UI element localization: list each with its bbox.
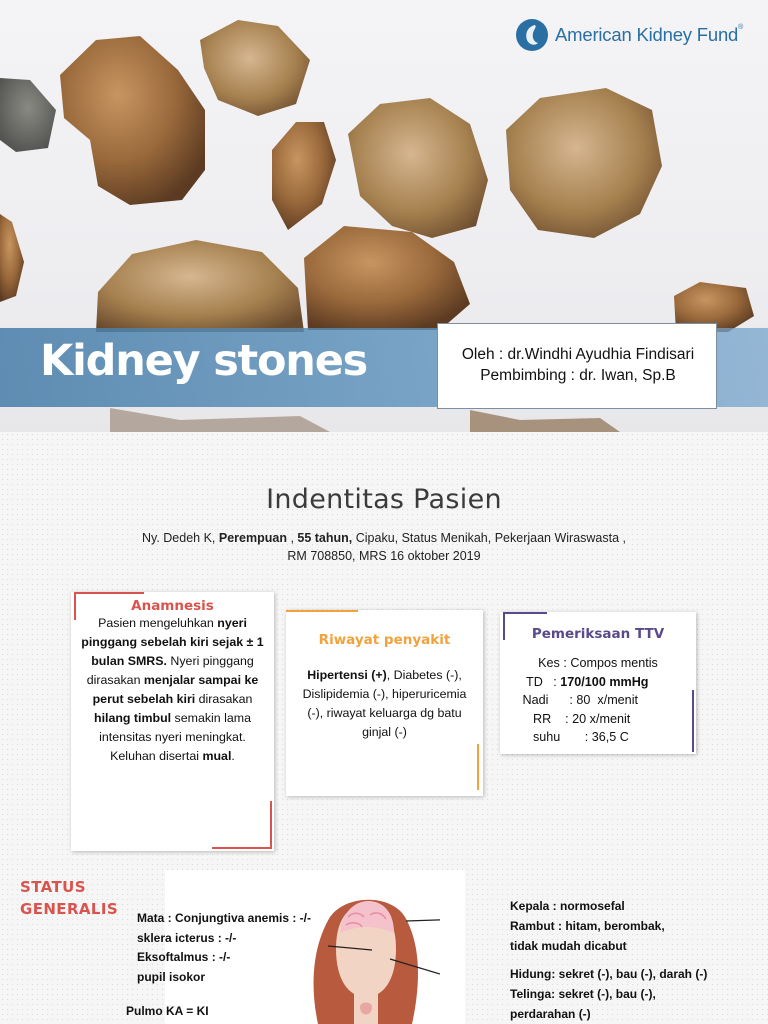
card-accent (503, 612, 505, 640)
patient-age: 55 tahun, (297, 531, 353, 545)
finding-eksoftalmus: Eksoftalmus : -/- (137, 950, 231, 964)
patient-identity-slide (0, 432, 768, 1024)
ttv-nadi: Nadi : 80 x/menit (512, 693, 638, 707)
card-accent (286, 610, 358, 612)
presenter-author: Oleh : dr.Windhi Ayudhia Findisari (461, 346, 695, 363)
patient-details: Cipaku, Status Menikah, Pekerjaan Wiraswasta , (352, 531, 626, 545)
riwayat-penyakit-card (286, 610, 483, 796)
card-accent (503, 612, 547, 614)
section-title: Indentitas Pasien (266, 484, 502, 515)
presenter-supervisor: Pembimbing : dr. Iwan, Sp.B (480, 367, 676, 384)
separator-text: , (286, 531, 298, 545)
finding-sklera: sklera icterus : -/- (137, 930, 237, 945)
card-accent (692, 690, 694, 752)
status-left-findings (137, 909, 311, 987)
brand-name: American Kidney Fund (555, 24, 739, 45)
title-slide (0, 0, 768, 432)
finding-pulmo: Pulmo KA = KI (126, 1004, 209, 1018)
finding-telinga-cont: perdarahan (-) (510, 1007, 591, 1021)
ttv-td: TD : 170/100 mmHg (526, 674, 649, 689)
finding-telinga: Telinga: sekret (-), bau (-), (510, 987, 656, 1001)
patient-record: RM 708850, MRS 16 oktober 2019 (287, 549, 481, 563)
presenter-box (437, 323, 717, 409)
pemeriksaan-ttv-card (500, 612, 696, 754)
card-accent (74, 592, 76, 620)
status-generalis-title: STATUS GENERALIS (20, 878, 119, 918)
kidney-logo-icon (515, 18, 549, 52)
american-kidney-fund-logo (515, 17, 743, 53)
ttv-suhu: suhu : 36,5 C (512, 730, 629, 744)
anamnesis-card (71, 592, 274, 851)
anamnesis-text: Pasien mengeluhkan nyeri pinggang sebelah kiri sejak ± 1 bulan SMRS. Nyeri pinggang dirasakan menjalar sampai ke perut sebelah kiri dirasakan hilang timbul semakin lama intensitas nyeri meningkat. Keluhan disertai mual. (81, 616, 264, 763)
slide-title: Kidney stones (40, 336, 368, 386)
status-right-findings (510, 896, 707, 1024)
card-accent (477, 744, 479, 790)
patient-gender: Perempuan (218, 531, 287, 545)
ttv-rr: RR : 20 x/menit (512, 711, 631, 726)
finding-hidung: Hidung: sekret (-), bau (-), darah (-) (510, 967, 708, 981)
finding-rambut-cont: tidak mudah dicabut (510, 939, 627, 953)
card-accent (270, 801, 272, 849)
patient-name: Ny. Dedeh K, (141, 531, 219, 545)
ttv-title: Pemeriksaan TTV (531, 626, 665, 642)
finding-pupil: pupil isokor (137, 969, 206, 984)
anamnesis-title: Anamnesis (131, 598, 214, 614)
card-accent (74, 592, 144, 594)
ttv-kes: Kes : Compos mentis (538, 656, 658, 670)
finding-mata: Mata : Conjungtiva anemis : -/- (137, 911, 312, 925)
registered-mark: ® (738, 24, 744, 31)
human-head-illustration (290, 887, 440, 1024)
riwayat-title: Riwayat penyakit (318, 632, 451, 648)
finding-kepala: Kepala : normosefal (510, 899, 625, 913)
ttv-values (506, 654, 690, 747)
riwayat-text: Hipertensi (+), Diabetes (-), Dislipidemia (-), hiperuricemia (-), riwayat keluarga dg batu ginjal (-) (302, 668, 467, 739)
patient-identity-text (140, 529, 628, 565)
finding-rambut: Rambut : hitam, berombak, (510, 919, 665, 933)
card-accent (212, 847, 272, 849)
